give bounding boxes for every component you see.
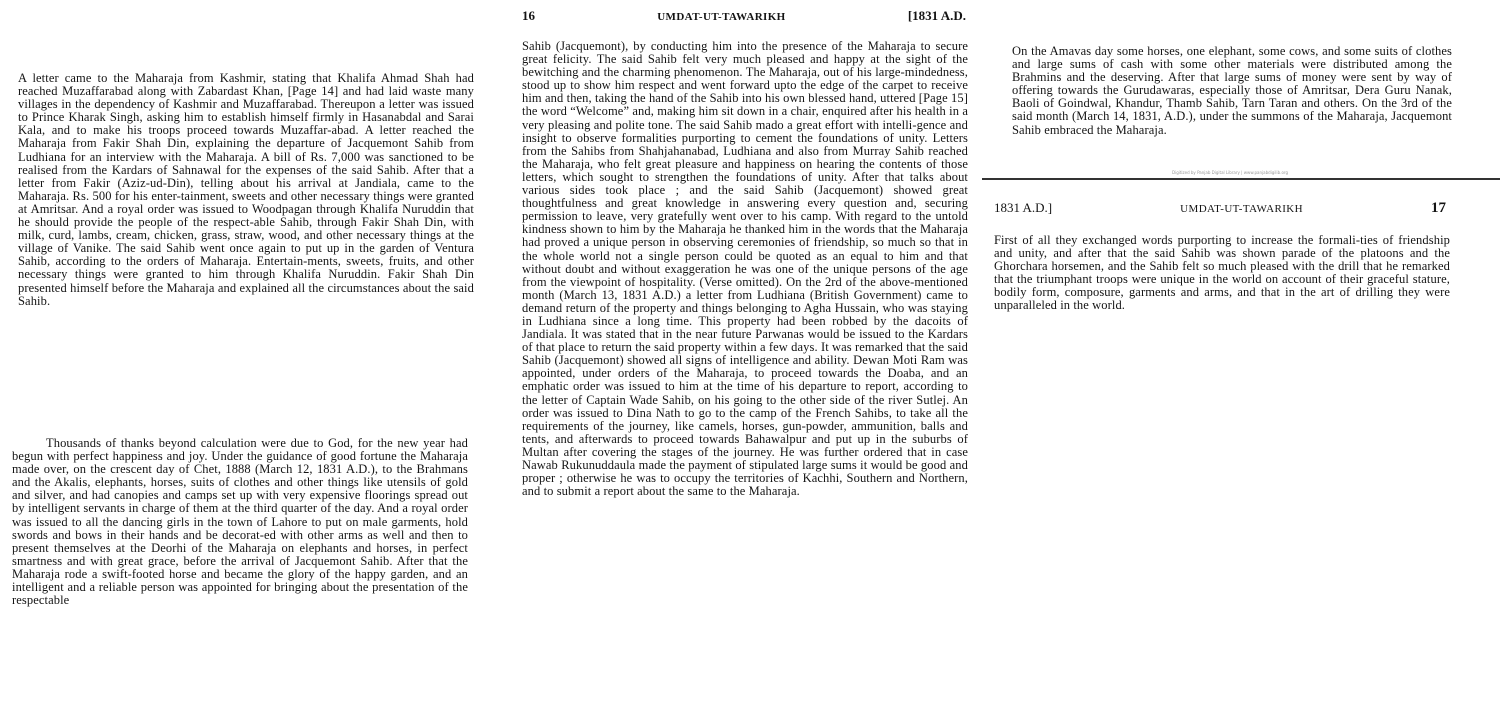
page-header: [522, 8, 966, 24]
header-year-right: 1831 A.D.]: [994, 200, 1053, 215]
page-divider: [982, 178, 1500, 180]
middle-body-text: Sahib (Jacquemont), by conducting him into the presence of the Maharaja to secure great felicity. The said Sahib felt very much pleased and happy at the sight of the bewitching and the charming phenomenon. The Maharaja, out of his large-mindedness, stood up to show him respect and went forward upto the edge of the carpet to receive him and then, taking the hand of the Sahib into his own blessed hand, uttered [Page 15] the word “Welcome” and, making him sit down in a chair, enquired after his health in a very pleasing and polite tone. The said Sahib mado a great effort with intelli-gence and insight to observe formalities purporting to cement the foundations of unity. Letters from the Sahibs from Shahjahanabad, Ludhiana and also from Murray Sahib reached the Maharaja, who felt great pleasure and happiness on hearing the contents of those letters, which sought to strengthen the foundations of unity. After that talks about various sides took place ; and the said Sahib (Jacquemont) showed great thoughtfulness and great knowledge in answering every question and, securing permission to leave, very gratefully went over to his camp. With regard to the untold kindness shown to him by the Maharaja he thanked him in the words that the Maharaja had proved a unique person in observing ceremonies of friendship, so much so that in the whole world not a single person could be quoted as an equal to him and that without doubt and without exaggeration he was one of the unique persons of the age from the viewpoint of hospitality. (Verse omitted). On the 2rd of the above-mentioned month (March 13, 1831 A.D.) a letter from Ludhiana (British Government) came to demand return of the property and things belonging to Agha Hussain, who was staying in Ludhiana since a long time. This property had been robbed by the dacoits of Jandiala. It was stated that in the near future Parwanas would be issued to the Kardars of that place to return the said property within a few days. It was remarked that the said Sahib (Jacquemont) showed all signs of intelligence and ability. Dewan Moti Ram was appointed, under orders of the Maharaja, to proceed towards the Doaba, and an emphatic order was issued to him at the time of his departure to report, according to the letter of Captain Wade Sahib, on his going to the other side of the river Sutlej. An order was issued to Dina Nath to go to the camp of the French Sahibs, to take all the requirements of the journey, like camels, horses, gun-powder, ammunition, balls and tents, and afterwards to proceed towards Bahawalpur and put up in the suburbs of Multan after covering the stages of the journey. He was further ordered that in case Nawab Rukunuddaula made the payment of stipulated large sums it would be good and proper ; otherwise he was to occupy the territories of Kachhi, Southern and Northern, and to submit a report about the same to the Maharaja.: [522, 39, 968, 499]
right-bottom-paragraph: First of all they exchanged words purporting to increase the formali-ties of friendship and unity, and after that the said Sahib was shown parade of the platoons and the Ghorchara horsemen, and the Sahib felt so much pleased with the drill that he remarked that the triumphant troops were unique in the world on account of their graceful stature, bodily form, composure, garments and arms, and that in the art of drilling they were unparalleled in the world.: [994, 233, 1450, 313]
left-paragraph-1: A letter came to the Maharaja from Kashmir, stating that Khalifa Ahmad Shah had reached Muzaffarabad along with Zabardast Khan, [Page 14] and had laid waste many villages in the dependency of Kashmir and Muzaffarabad. Thereupon a letter was issued to Prince Kharak Singh, asking him to establish himself firmly in Hasanabdal and Sarai Kala, and to make his troops proceed towards Muzaffar-abad. A letter reached the Maharaja from Fakir Shah Din, explaining the departure of Jacquemont Sahib from Ludhiana for an interview with the Maharaja. A bill of Rs. 7,000 was sanctioned to be realised from the Kardars of Sahnawal for the expenses of the said Sahib. After that a letter from Fakir (Aziz-ud-Din), telling about his arrival at Jandiala, came to the Maharaja. Rs. 500 for his enter-tainment, sweets and other necessary things were granted at Amritsar. And a royal order was issued to Woodpagan through Khalifa Nuruddin that he should provide the people of the respect-able Sahib, through Fakir Shah Din, with milk, curd, lambs, cream, chicken, grass, straw, wood, and other necessary things at the village of Vanike. The said Sahib went once again to put up in the garden of Ventura Sahib, according to the orders of Maharaja. Entertain-ments, sweets, fruits, and other necessary things were granted to him through Khalifa Nuruddin. Fakir Shah Din presented himself before the Maharaja and explained all the circumstances about the said Sahib.: [18, 71, 474, 308]
left-page: [0, 0, 496, 720]
running-title-right: UMDAT-UT-TAWARIKH: [1180, 203, 1303, 215]
page-number-right: 17: [1430, 200, 1446, 216]
running-title: UMDAT-UT-TAWARIKH: [657, 11, 786, 23]
header-year: [1831 A.D.: [907, 8, 966, 23]
digitized-footer-note: Digitized by Panjab Digital Library | www.panjabdigilib.org: [1172, 170, 1289, 175]
middle-page: [506, 0, 978, 720]
page-number: 16: [522, 8, 535, 23]
page-header-right: [994, 200, 1446, 217]
right-top-paragraph: On the Amavas day some horses, one elephant, some cows, and some suits of clothes and large sums of cash with some other materials were distributed among the Brahmins and the deserving. After that large sums of money were sent by way of offering towards the Gurudawaras, especially those of Amritsar, Dera Guru Nanak, Baoli of Goindwal, Khandur, Thamb Sahib, Tarn Taran and others. On the 3rd of the said month (March 14, 1831, A.D.), under the summons of the Maharaja, Jacquemont Sahib embraced the Maharaja.: [1012, 44, 1452, 137]
right-page: [982, 0, 1500, 720]
left-paragraph-2: Thousands of thanks beyond calculation were due to God, for the new year had begun with perfect happiness and joy. Under the guidance of good fortune the Maharaja made over, on the crescent day of Chet, 1888 (March 12, 1831 A.D.), to the Brahmans and the Akalis, elephants, horses, suits of clothes and other things like utensils of gold and silver, and had canopies and camps set up with very expensive floorings spread out by intelligent servants in charge of them at the third quarter of the day. And a royal order was issued to all the dancing girls in the town of Lahore to put on male garments, hold swords and bows in their hands and be decorat-ed with other arms as well and then to present themselves at the Deorhi of the Maharaja on elephants and horses, in perfect smartness and with great grace, before the arrival of Jacquemont Sahib. After that the Maharaja rode a swift-footed horse and became the glory of the happy garden, and an intelligent and a reliable person was appointed for bringing about the presentation of the respectable: [12, 436, 468, 608]
